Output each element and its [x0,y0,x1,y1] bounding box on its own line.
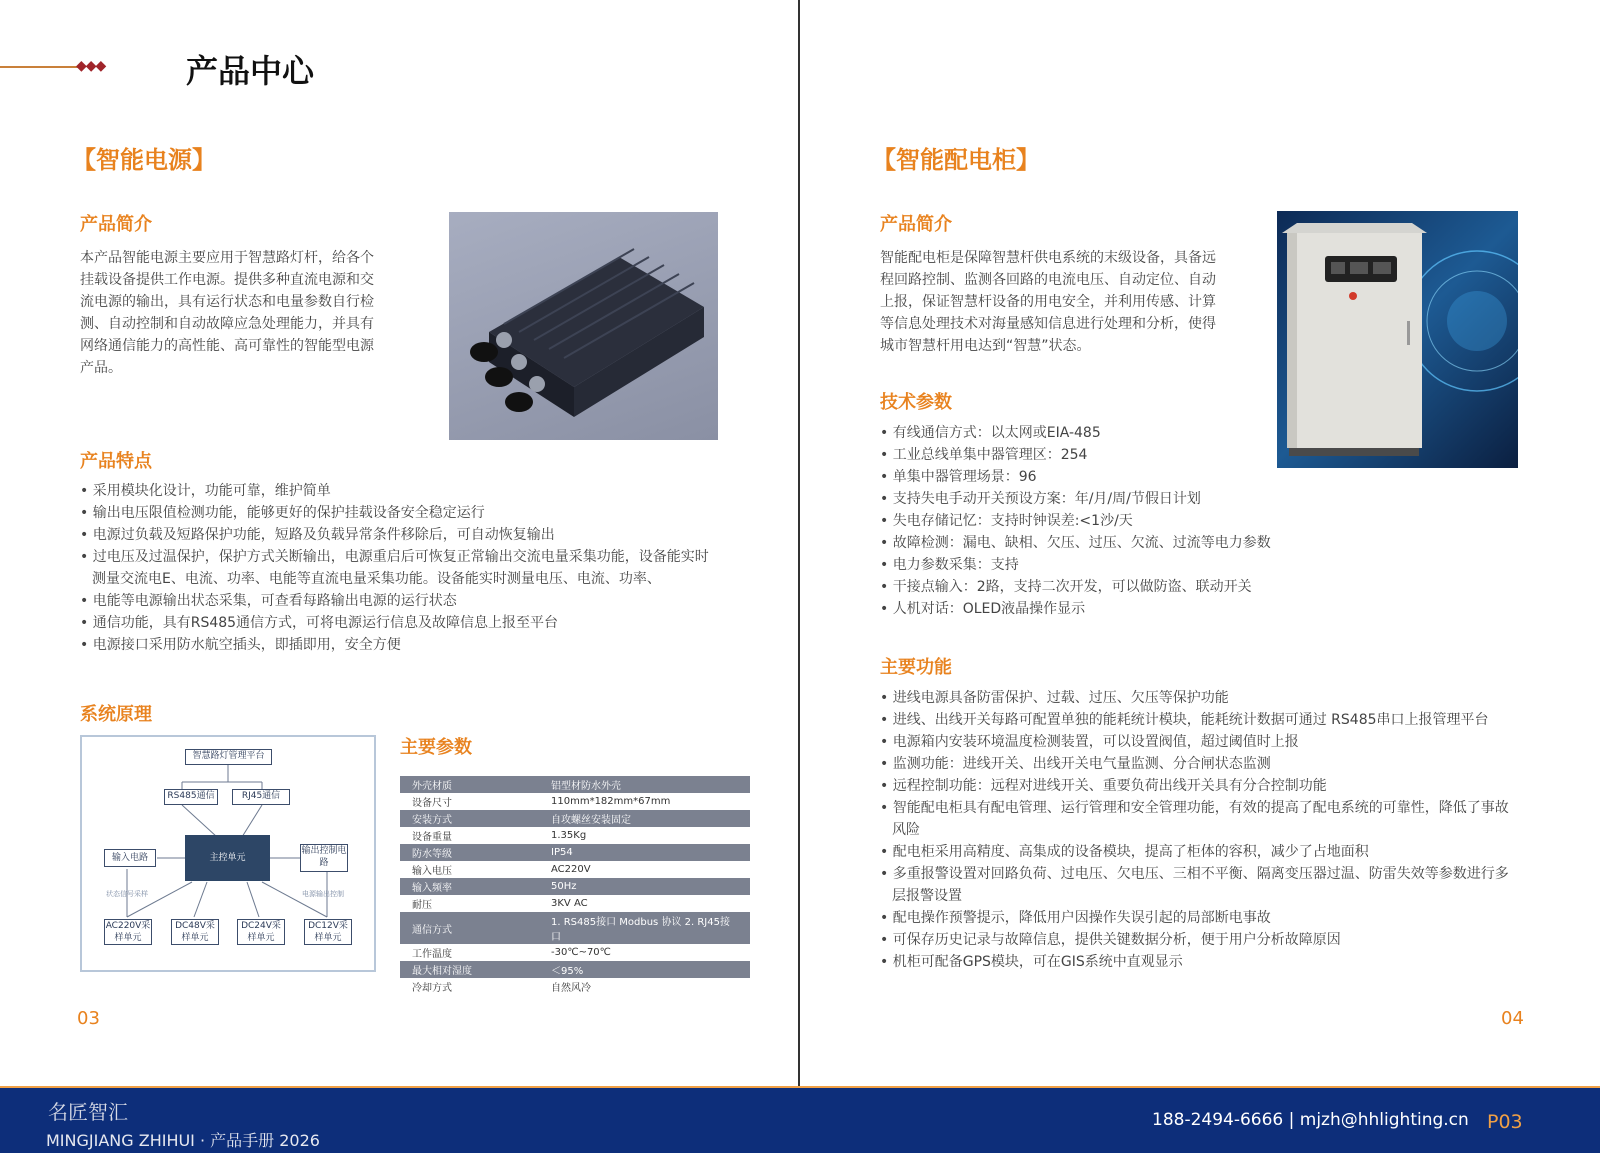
intro-line: 流电源的输出，具有运行状态和电量参数自行检 [80,294,374,310]
dc12-box: DC12V采样单元 [304,919,352,945]
diamond-ornament-icon: ◆◆◆ [76,58,106,74]
param-key: 输入频率 [400,878,539,895]
page-title: 产品中心 [186,52,315,90]
list-item: • 过电压及过温保护，保护方式关断输出，电源重启后可恢复正常输出交流电量采集功能，设备能实时测量交流电E、电流、功率、电能等直流电量采集功能。设备能实时测量电压、电流、功率、 [80,546,720,590]
param-value: IP54 [539,844,750,861]
param-value: 铝型材防水外壳 [539,776,750,793]
param-key: 冷却方式 [412,983,452,994]
tech-list [880,422,1500,620]
table-row [400,827,750,844]
table-row [400,776,750,793]
param-key: 输入电压 [412,866,452,877]
brand-name-cn: 名匠智汇 [48,1100,128,1124]
list-item: • 电能等电源输出状态采集，可查看每路输出电源的运行状态 [80,590,720,612]
list-item: • 智能配电柜具有配电管理、运行管理和安全管理功能，有效的提高了配电系统的可靠性，降低了事故风险 [880,797,1520,841]
dc24-box: DC24V采样单元 [237,919,285,945]
footer-page-label: P03 [1487,1111,1523,1133]
param-key: 工作温度 [412,949,452,960]
page-divider [798,0,800,1086]
param-key: 防水等级 [400,844,539,861]
table-row [400,912,750,944]
param-value: 自然风冷 [551,983,591,994]
params-title: 主要参数 [400,737,472,758]
param-value: 1. RS485接口 Modbus 协议 2. RJ45接口 [539,912,750,944]
param-key: 外壳材质 [400,776,539,793]
list-item: • 输出电压限值检测功能，能够更好的保护挂载设备安全稳定运行 [80,502,720,524]
list-item: • 机柜可配备GPS模块，可在GIS系统中直观显示 [880,951,1520,973]
power-control-note: 电源输出控制 [302,890,344,898]
right-intro-text [880,247,1260,357]
header-line [0,66,78,68]
left-page-number: 03 [77,1008,100,1029]
left-features-title: 产品特点 [80,451,152,472]
brand-name-en: MINGJIANG ZHIHUI · 产品手册 2026 [46,1131,320,1150]
param-value: 1.35Kg [551,830,587,841]
param-value: ＜95% [539,961,750,978]
platform-box: 智慧路灯管理平台 [185,749,272,765]
list-item: • 进线电源具备防雷保护、过载、过压、欠压等保护功能 [880,687,1520,709]
system-diagram [80,735,376,972]
param-key: 通信方式 [400,912,539,944]
intro-line: 智能配电柜是保障智慧杆供电系统的末级设备，具备远 [880,250,1216,266]
param-value: 110mm*182mm*67mm [551,796,671,807]
param-value: 自攻螺丝安装固定 [539,810,750,827]
contact-info: 188-2494-6666 | mjzh@hhlighting.cn [1152,1110,1469,1130]
intro-line: 测、自动控制和自动故障应急处理能力，并具有 [80,316,374,332]
status-sampling-note: 状态信号采样 [106,890,148,898]
param-key: 耐压 [412,900,432,911]
param-value: AC220V [551,864,591,875]
left-section-title: 【智能电源】 [72,146,216,174]
table-row [400,793,750,810]
params-table [400,776,750,995]
func-title: 主要功能 [880,657,952,678]
intro-line: 本产品智能电源主要应用于智慧路灯杆，给各个 [80,250,374,266]
table-row [400,844,750,861]
param-value: 3KV AC [551,898,588,909]
intro-line: 程回路控制、监测各回路的电流电压、自动定位、自动 [880,272,1216,288]
list-item: • 失电存储记忆：支持时钟误差:<1沙/天 [880,510,1500,532]
ac220-box: AC220V采样单元 [105,921,151,943]
right-page-number: 04 [1501,1008,1524,1029]
intro-line: 上报，保证智慧杆设备的用电安全，并利用传感、计算 [880,294,1216,310]
list-item: • 支持失电手动开关预设方案：年/月/周/节假日计划 [880,488,1500,510]
list-item: • 人机对话：OLED液晶操作显示 [880,598,1500,620]
system-title: 系统原理 [80,704,152,725]
list-item: • 进线、出线开关每路可配置单独的能耗统计模块，能耗统计数据可通过 RS485串口上报管理平台 [880,709,1520,731]
left-intro-text [80,247,420,379]
input-circuit-box: 输入电路 [104,849,156,867]
list-item: • 配电柜采用高精度、高集成的设备模块，提高了柜体的容积，减少了占地面积 [880,841,1520,863]
intro-line: 挂载设备提供工作电源。提供多种直流电源和交 [80,272,374,288]
table-row [400,810,750,827]
output-control-box: 输出控制电路 [300,844,348,872]
list-item: • 电源接口采用防水航空插头，即插即用，安全方便 [80,634,720,656]
list-item: • 远程控制功能：远程对进线开关、重要负荷出线开关具有分合控制功能 [880,775,1520,797]
list-item: • 电源过负载及短路保护功能，短路及负载异常条件移除后，可自动恢复输出 [80,524,720,546]
list-item: • 可保存历史记录与故障信息，提供关键数据分析，便于用户分析故障原因 [880,929,1520,951]
param-key: 安装方式 [400,810,539,827]
list-item: • 故障检测：漏电、缺相、欠压、过压、欠流、过流等电力参数 [880,532,1500,554]
table-row [400,895,750,912]
param-value: -30℃~70℃ [551,947,611,958]
rj45-box: RJ45通信 [232,789,290,805]
func-list [880,687,1520,973]
list-item: • 单集中器管理场景：96 [880,466,1500,488]
intro-line: 网络通信能力的高性能、高可靠性的智能型电源 [80,338,374,354]
param-value: 50Hz [539,878,750,895]
table-row [400,861,750,878]
param-key: 设备重量 [412,832,452,843]
list-item: • 多重报警设置对回路负荷、过电压、欠电压、三相不平衡、隔离变压器过温、防雷失效等参数进行多层报警设置 [880,863,1520,907]
list-item: • 干接点输入：2路，支持二次开发，可以做防盗、联动开关 [880,576,1500,598]
smart-power-supply-image [449,212,718,440]
right-section-title: 【智能配电柜】 [872,146,1040,174]
tech-title: 技术参数 [880,392,952,413]
table-row [400,961,750,978]
intro-line: 产品。 [80,360,122,376]
list-item: • 通信功能，具有RS485通信方式，可将电源运行信息及故障信息上报至平台 [80,612,720,634]
list-item: • 监测功能：进线开关、出线开关电气量监测、分合闸状态监测 [880,753,1520,775]
param-key: 最大相对湿度 [400,961,539,978]
list-item: • 采用模块化设计，功能可靠，维护简单 [80,480,720,502]
list-item: • 配电操作预警提示，降低用户因操作失误引起的局部断电事故 [880,907,1520,929]
rs485-box: RS485通信 [164,789,218,805]
table-row [400,878,750,895]
left-intro-title: 产品简介 [80,214,152,235]
list-item: • 有线通信方式：以太网或EIA-485 [880,422,1500,444]
dc48-box: DC48V采样单元 [171,919,219,945]
main-control-unit-box: 主控单元 [185,835,270,881]
intro-line: 等信息处理技术对海量感知信息进行处理和分析，使得 [880,316,1216,332]
table-row [400,944,750,961]
table-row [400,978,750,995]
left-features-list [80,480,720,656]
param-key: 设备尺寸 [412,798,452,809]
right-intro-title: 产品简介 [880,214,952,235]
list-item: • 电源箱内安装环境温度检测装置，可以设置阀值，超过阈值时上报 [880,731,1520,753]
list-item: • 工业总线单集中器管理区：254 [880,444,1500,466]
list-item: • 电力参数采集：支持 [880,554,1500,576]
intro-line: 城市智慧杆用电达到“智慧”状态。 [880,338,1091,354]
